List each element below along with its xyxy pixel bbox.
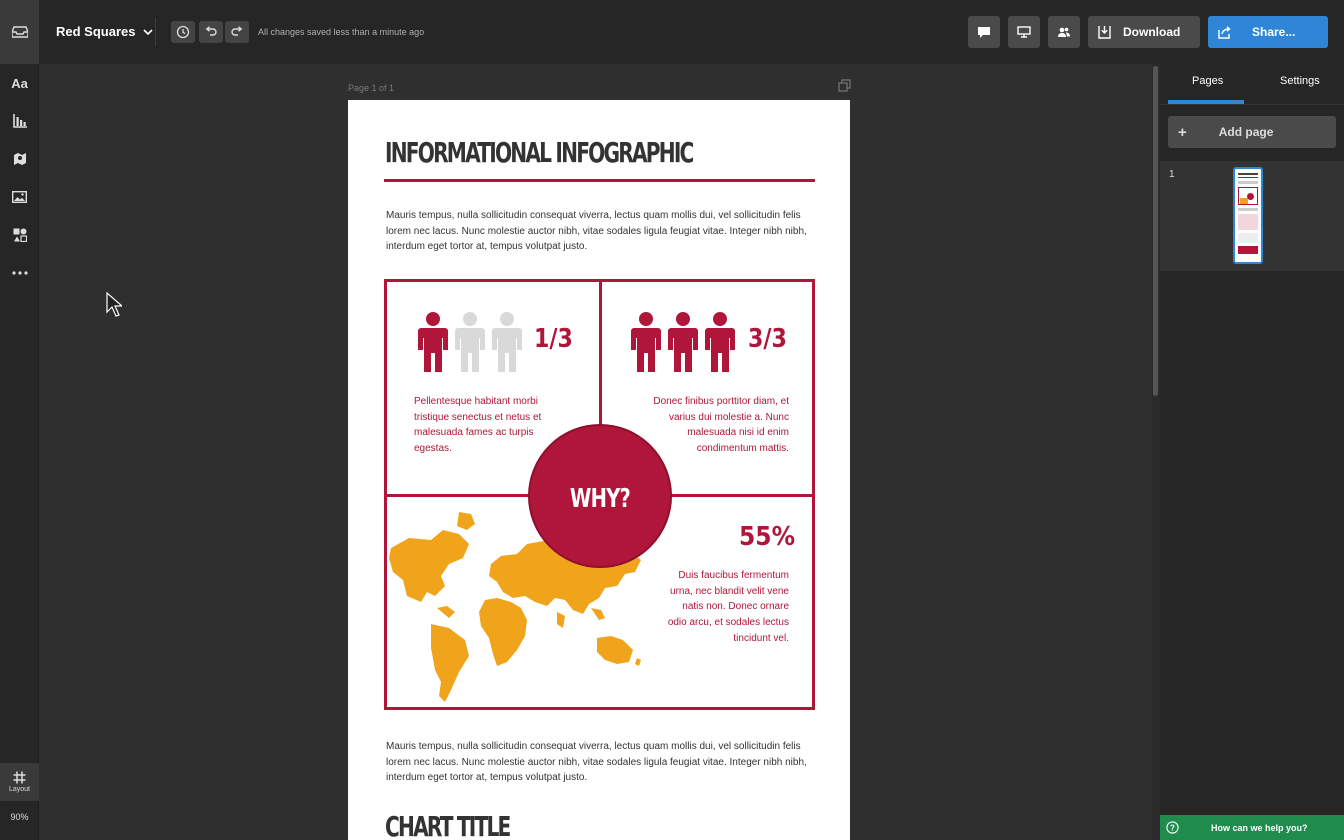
duplicate-page-icon[interactable] — [838, 79, 852, 93]
image-icon — [12, 191, 27, 203]
thumbnail-page-number: 1 — [1169, 169, 1175, 180]
download-button[interactable] — [1088, 16, 1200, 48]
layout-label: Layout — [8, 786, 31, 793]
scrollbar-thumb[interactable] — [1153, 66, 1158, 396]
title-rule[interactable] — [384, 179, 815, 182]
person-icon — [631, 312, 661, 372]
fraction-one-third[interactable]: 1/3 — [534, 324, 573, 354]
more-tools[interactable] — [0, 254, 39, 292]
left-toolbar — [0, 64, 39, 840]
svg-text:?: ? — [1170, 823, 1175, 833]
intro-paragraph[interactable]: Mauris tempus, nulla sollicitudin consequat viverra, lectus quam mollis dui, vel sollicitudin felis lorem nec lacus. Nunc molestie auctor nibh, vitae sodales ligula feugiat vitae. Integer nibh nibh, interdum eget tortor at, tempus volutpat justo. — [386, 210, 807, 253]
comment-icon — [977, 26, 991, 39]
right-panel — [1160, 64, 1344, 840]
text-tool[interactable] — [0, 64, 39, 102]
help-icon — [1166, 821, 1179, 834]
layout-button[interactable] — [0, 763, 39, 801]
shapes-icon — [13, 228, 27, 242]
chart-tool[interactable] — [0, 102, 39, 140]
share-button[interactable] — [1208, 16, 1328, 48]
home-icon[interactable] — [0, 0, 39, 64]
tab-pages[interactable]: Pages — [1192, 75, 1224, 87]
image-tool[interactable] — [0, 178, 39, 216]
people-icon-group-1[interactable] — [415, 311, 527, 373]
why-circle[interactable] — [528, 424, 672, 568]
add-page-button[interactable] — [1168, 116, 1336, 148]
person-icon — [492, 312, 522, 372]
history-button[interactable] — [171, 21, 195, 43]
redo-button[interactable] — [225, 21, 249, 43]
clock-icon — [176, 25, 190, 39]
share-label: Share... — [1252, 25, 1296, 39]
page-thumbnail[interactable] — [1233, 167, 1263, 264]
canvas-area[interactable] — [40, 64, 1152, 840]
undo-button[interactable] — [199, 21, 223, 43]
people-icon-group-2[interactable] — [628, 311, 740, 373]
zoom-level[interactable]: 90% — [10, 812, 29, 822]
share-icon — [1218, 26, 1232, 39]
person-icon — [705, 312, 735, 372]
present-button[interactable] — [1008, 16, 1040, 48]
presentation-icon — [1017, 26, 1031, 38]
people-icon — [1057, 26, 1071, 38]
document-title: Red Squares — [56, 24, 136, 39]
download-label: Download — [1123, 25, 1181, 39]
chevron-down-icon — [141, 25, 155, 39]
infographic-title[interactable]: INFORMATIONAL INFOGRAPHIC — [385, 136, 693, 169]
document-title-menu[interactable] — [56, 24, 155, 39]
cell1-text[interactable]: Pellentesque habitant morbi tristique senectus et netus et malesuada fames ac turpis egestas. — [414, 396, 542, 455]
chart-icon — [13, 114, 27, 128]
why-label[interactable]: WHY? — [569, 484, 631, 514]
percent-value[interactable]: 55% — [739, 522, 796, 552]
person-icon — [418, 312, 448, 372]
divider — [1160, 104, 1344, 105]
canvas-scrollbar[interactable] — [1152, 64, 1160, 840]
comments-button[interactable] — [968, 16, 1000, 48]
download-icon — [1098, 25, 1111, 39]
page-label: Page 1 of 1 — [348, 83, 395, 93]
outro-paragraph[interactable]: Mauris tempus, nulla sollicitudin consequat viverra, lectus quam mollis dui, vel sollicitudin felis lorem nec lacus. Nunc molestie auctor nibh, vitae sodales ligula feugiat vitae. Integer nibh nibh, interdum eget tortor at, tempus volutpat justo. — [386, 741, 807, 784]
shapes-tool[interactable] — [0, 216, 39, 254]
infographic-page[interactable] — [348, 100, 850, 840]
plus-icon: + — [1178, 123, 1187, 141]
top-bar — [0, 0, 1344, 64]
more-icon — [12, 271, 28, 275]
person-icon — [668, 312, 698, 372]
add-page-label: Add page — [1218, 125, 1274, 139]
text-icon: Aa — [11, 75, 28, 91]
page-thumbnail-row[interactable] — [1160, 161, 1344, 271]
grid-icon — [13, 771, 26, 784]
divider — [155, 18, 156, 46]
save-status: All changes saved less than a minute ago — [258, 27, 425, 37]
map-tool[interactable] — [0, 140, 39, 178]
info-grid[interactable] — [384, 279, 815, 710]
collaborators-button[interactable] — [1048, 16, 1080, 48]
tab-settings[interactable]: Settings — [1280, 75, 1320, 87]
undo-icon — [204, 26, 218, 38]
map-icon — [13, 152, 27, 166]
cell2-text[interactable]: Donec finibus porttitor diam, et varius dui molestie a. Nunc malesuada nisi id enim condimentum mattis. — [653, 396, 789, 455]
help-label: How can we help you? — [1211, 822, 1308, 833]
fraction-three-thirds[interactable]: 3/3 — [748, 324, 787, 354]
chart-title[interactable]: CHART TITLE — [385, 810, 510, 840]
cell4-text[interactable]: Duis faucibus fermentum urna, nec blandit velit vene natis non. Donec ornare odio arcu, et sodales lectus tincidunt vel. — [667, 570, 789, 644]
redo-icon — [230, 26, 244, 38]
person-icon — [455, 312, 485, 372]
help-chat-button[interactable] — [1160, 815, 1344, 840]
mouse-cursor-icon — [106, 292, 122, 318]
